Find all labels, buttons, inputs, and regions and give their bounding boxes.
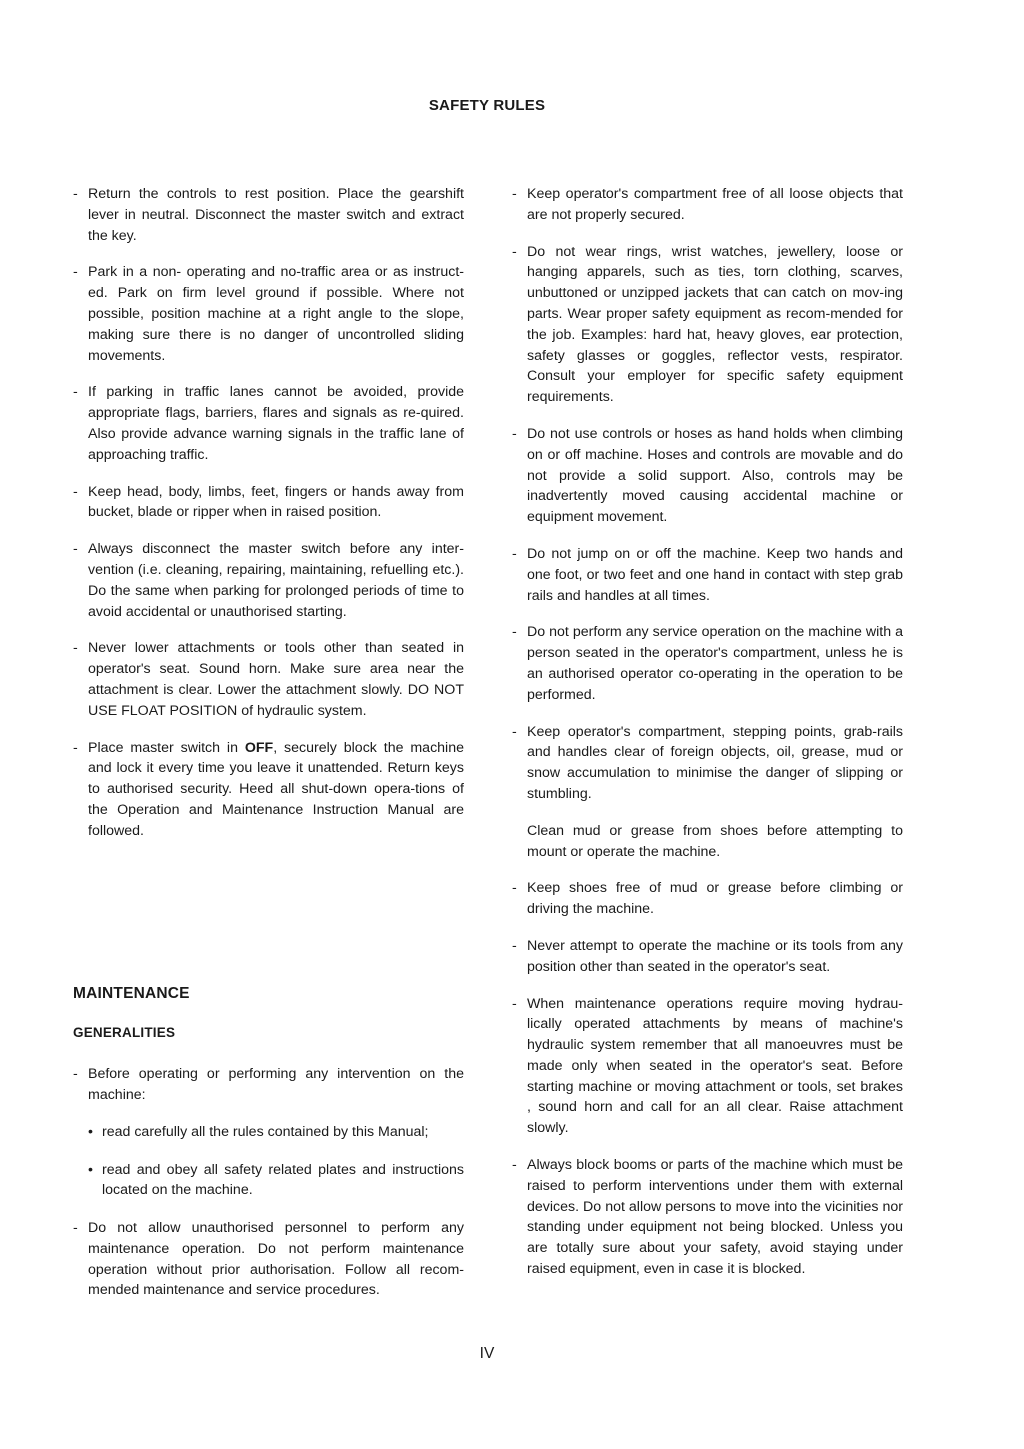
page-title: SAFETY RULES	[428, 97, 546, 114]
off-text-after: , securely block the machine and lock it every time you leave it unattended. Return keys to authorised security. Heed all shut-down opera-tions of the Operation and Maintenance Instruction Manual are followed.	[88, 739, 464, 839]
right-column	[512, 184, 903, 1296]
rule-note: Clean mud or grease from shoes before attempting to mount or operate the machine.	[527, 822, 903, 860]
rule-item: - Do not jump on or off the machine. Keep two hands and one foot, or two feet and one hand in contact with step grab rails and handles at all times.	[512, 544, 903, 606]
rule-item: - Before operating or performing any intervention on the machine:	[73, 1064, 464, 1106]
rule-item: - Park in a non- operating and no-traffic area or as instruct-ed. Park on firm level ground if possible. Where not possible, position machine at a right angle to the slope, making sure there is no danger of uncontrolled sliding movements.	[73, 262, 464, 366]
page-number: IV	[479, 1345, 495, 1362]
rule-item: - Keep operator's compartment, stepping points, grab-rails and handles clear of foreign objects, oil, grease, mud or snow accumulation to minimise the danger of slipping or stumbling.	[512, 722, 903, 805]
rule-item: - Always block booms or parts of the machine which must be raised to perform interventions under them with external devices. Do not allow persons to move into the vicinities nor standing under equipment not being blocked. Unless you are totally sure about your safety, avoid staying under raised equipment, even in case it is blocked.	[512, 1155, 903, 1280]
rule-item: - Never attempt to operate the machine or its tools from any position other than seated in the operator's seat.	[512, 936, 903, 978]
rule-item: - Do not perform any service operation on the machine with a person seated in the operator's compartment, unless he is an authorised operator co-operating in the operation to be performed.	[512, 622, 903, 705]
rule-item: - Never lower attachments or tools other than seated in operator's seat. Sound horn. Make sure area near the attachment is clear. Lower the attachment slowly. DO NOT USE FLOAT POSITION of hydraulic system.	[73, 638, 464, 721]
rule-item: - Keep shoes free of mud or grease before climbing or driving the machine.	[512, 878, 903, 920]
generalities-heading: GENERALITIES	[73, 1025, 176, 1041]
spacer	[73, 858, 464, 984]
maintenance-heading: MAINTENANCE	[73, 984, 190, 1002]
rule-item: - Do not allow unauthorised personnel to perform any maintenance operation. Do not perform maintenance operation without prior authorisation. Follow all recom-mended maintenance and service procedures.	[73, 1218, 464, 1301]
bullet-item: • read carefully all the rules contained by this Manual;	[73, 1122, 464, 1143]
off-text-before: Place master switch in	[88, 739, 245, 756]
bullet-item: • read and obey all safety related plates and instructions located on the machine.	[73, 1160, 464, 1202]
rule-item: - When maintenance operations require moving hydrau-lically operated attachments by means of machine's hydraulic system remember that all manoeuvres must be made only when seated in the operator's seat. Before starting machine or moving attachment or tools, set brakes , sound horn and call for an all clear. Raise attachment slowly.	[512, 994, 903, 1140]
off-keyword: OFF	[244, 739, 274, 756]
rule-item: - Always disconnect the master switch before any inter-vention (i.e. cleaning, repairing, maintaining, refuelling etc.). Do the same when parking for prolonged periods of time to avoid accidental or unauthorised starting.	[73, 539, 464, 622]
rule-item: - Return the controls to rest position. Place the gearshift lever in neutral. Disconnect the master switch and extract the key.	[73, 184, 464, 246]
rule-item: - Keep operator's compartment free of all loose objects that are not properly secured.	[512, 184, 903, 226]
rule-item: - Keep head, body, limbs, feet, fingers or hands away from bucket, blade or ripper when in raised position.	[73, 482, 464, 524]
left-column	[73, 184, 464, 1317]
rule-item: - Do not wear rings, wrist watches, jewellery, loose or hanging apparels, such as ties, torn clothing, scarves, unbuttoned or unzipped jackets that can catch on mov-ing parts. Wear proper safety equipment as recom-mended for the job. Examples: hard hat, heavy gloves, ear protection, safety glasses or goggles, reflector vests, respirator. Consult your employer for specific safety equipment requirements.	[512, 242, 903, 408]
rule-item: - Do not use controls or hoses as hand holds when climbing on or off machine. Hoses and controls are movable and do not provide a solid support. Also, controls may be inadvertently moved causing accidental machine or equipment movement.	[512, 424, 903, 528]
rule-item: - If parking in traffic lanes cannot be avoided, provide appropriate flags, barriers, flares and signals as re-quired. Also provide advance warning signals in the traffic lane of approaching traffic.	[73, 382, 464, 465]
rule-item-off	[73, 738, 464, 842]
